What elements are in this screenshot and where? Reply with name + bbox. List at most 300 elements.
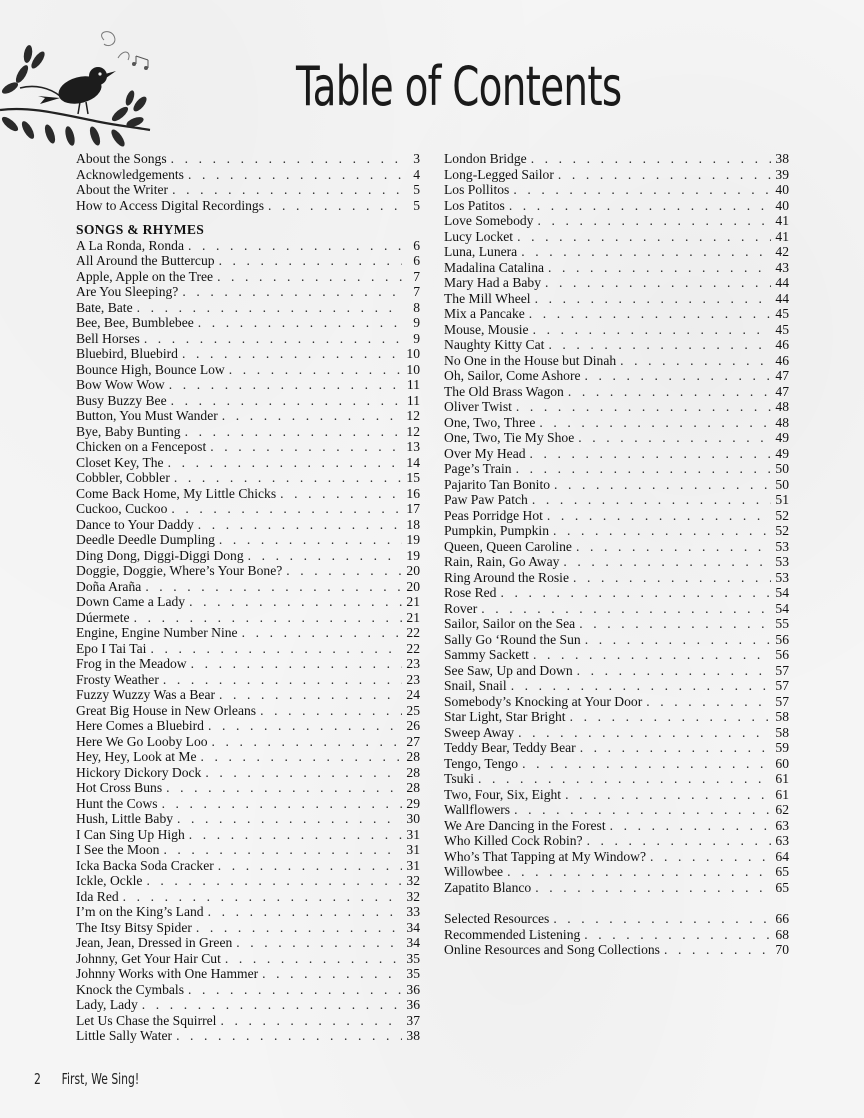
entry-page-number: 8 [413, 299, 420, 315]
entry-title: Sammy Sackett [444, 647, 529, 662]
dot-leader [537, 213, 771, 229]
toc-entry [76, 393, 420, 409]
entry-page-number: 65 [775, 879, 789, 895]
entry-page-number: 40 [775, 182, 789, 197]
dot-leader [262, 966, 402, 982]
section-heading: SONGS & RHYMES [76, 222, 205, 237]
entry-page-number: 21 [406, 594, 420, 609]
dot-leader [548, 337, 771, 353]
toc-entry [76, 951, 420, 967]
entry-page-number: 40 [775, 197, 789, 213]
toc-entry [444, 570, 789, 586]
toc-entry [444, 632, 789, 648]
dot-leader [535, 291, 771, 307]
dot-leader [169, 377, 402, 393]
entry-page-number: 34 [406, 935, 420, 950]
toc-entry [444, 849, 789, 865]
toc-entry [76, 579, 420, 595]
toc-entry [76, 455, 420, 471]
toc-entry [76, 408, 420, 424]
dot-leader [188, 238, 402, 254]
toc-entry [76, 238, 420, 254]
dot-leader [535, 880, 771, 896]
toc-entry [444, 725, 789, 741]
entry-title: Madalina Catalina [444, 259, 545, 275]
entry-title: Naughty Kitty Cat [444, 337, 545, 352]
toc-entry [444, 942, 789, 958]
toc-entry [444, 337, 789, 353]
toc-entry [444, 291, 789, 307]
entry-title: Ring Around the Rosie [444, 569, 569, 585]
entry-title: Lucy Locket [444, 228, 514, 244]
entry-page-number: 60 [775, 755, 789, 771]
entry-page-number: 10 [406, 361, 420, 377]
toc-entry [76, 796, 420, 812]
dot-leader [554, 477, 771, 493]
dot-leader [280, 486, 402, 502]
entry-title: Hickory Dickory Dock [76, 764, 202, 780]
entry-title: Little Sally Water [76, 1028, 173, 1043]
entry-page-number: 37 [406, 1012, 420, 1028]
dot-leader [236, 935, 402, 951]
entry-page-number: 4 [413, 166, 420, 182]
entry-title: Hot Cross Buns [76, 780, 163, 795]
entry-title: Bye, Baby Bunting [76, 423, 181, 439]
page-title: Table of Contents [296, 55, 622, 118]
entry-page-number: 63 [775, 817, 789, 833]
dot-leader [260, 703, 402, 719]
dot-leader [577, 663, 771, 679]
entry-page-number: 19 [406, 547, 420, 563]
entry-title: Wallflowers [444, 802, 511, 817]
dot-leader [162, 796, 402, 812]
entry-title: Somebody’s Knocking at Your Door [444, 693, 643, 709]
dot-leader [210, 439, 402, 455]
entry-page-number: 28 [406, 780, 420, 795]
entry-title: Icka Backa Soda Cracker [76, 857, 214, 873]
toc-entry [444, 756, 789, 772]
entry-title: Mix a Pancake [444, 306, 525, 321]
dot-leader [532, 492, 771, 508]
dot-leader [229, 362, 402, 378]
entry-title: Dance to Your Daddy [76, 516, 194, 532]
entry-page-number: 56 [775, 631, 789, 647]
dot-leader [587, 833, 771, 849]
entry-page-number: 52 [775, 523, 789, 538]
entry-title: Engine, Engine Number Nine [76, 625, 238, 640]
dot-leader [222, 408, 402, 424]
entry-title: Cuckoo, Cuckoo [76, 501, 168, 516]
entry-page-number: 52 [775, 507, 789, 523]
entry-title: Doña Araña [76, 578, 142, 594]
entry-page-number: 63 [775, 833, 789, 848]
toc-entry [76, 687, 420, 703]
entry-page-number: 59 [775, 740, 789, 755]
dot-leader [146, 873, 402, 889]
entry-title: The Itsy Bitsy Spider [76, 919, 192, 935]
entry-title: Los Pollitos [444, 182, 510, 197]
dot-leader [201, 749, 402, 765]
entry-title: Oh, Sailor, Come Ashore [444, 368, 581, 383]
toc-entry [76, 966, 420, 982]
spacer [444, 895, 789, 911]
entry-page-number: 57 [775, 678, 789, 693]
entry-title: See Saw, Up and Down [444, 662, 573, 678]
dot-leader [163, 842, 402, 858]
toc-entry [444, 446, 789, 462]
toc-entry [76, 718, 420, 734]
entry-title: Let Us Chase the Squirrel [76, 1012, 217, 1028]
toc-entry [76, 827, 420, 843]
dot-leader [553, 911, 771, 927]
dot-leader [286, 563, 402, 579]
entry-title: Frosty Weather [76, 671, 159, 687]
toc-entry [444, 306, 789, 322]
entry-page-number: 31 [406, 826, 420, 842]
entry-page-number: 49 [775, 445, 789, 461]
entry-page-number: 30 [406, 811, 420, 826]
dot-leader [507, 864, 771, 880]
entry-page-number: 14 [406, 454, 420, 470]
toc-entry [76, 873, 420, 889]
dot-leader [563, 554, 771, 570]
entry-title: Mouse, Mousie [444, 321, 529, 337]
dot-leader [171, 501, 402, 517]
dot-leader [580, 740, 771, 756]
dot-leader [218, 858, 402, 874]
entry-page-number: 26 [406, 718, 420, 733]
entry-page-number: 61 [775, 786, 789, 802]
entry-title: Chicken on a Fencepost [76, 439, 207, 454]
dot-leader [650, 849, 771, 865]
entry-page-number: 58 [775, 724, 789, 740]
dot-leader [189, 827, 402, 843]
toc-entry [76, 858, 420, 874]
entry-page-number: 6 [413, 253, 420, 268]
toc-entry [76, 749, 420, 765]
entry-page-number: 57 [775, 693, 789, 709]
entry-title: Two, Four, Six, Eight [444, 786, 562, 802]
toc-entry [76, 284, 420, 300]
entry-title: Frog in the Meadow [76, 656, 187, 671]
entry-title: The Mill Wheel [444, 290, 531, 306]
toc-entry [76, 780, 420, 796]
entry-page-number: 54 [775, 585, 789, 600]
dot-leader [134, 610, 402, 626]
toc-entry [76, 641, 420, 657]
toc-entry [444, 198, 789, 214]
songs-list-right [444, 151, 789, 895]
toc-entry [444, 244, 789, 260]
entry-page-number: 34 [406, 919, 420, 935]
entry-title: Star Light, Star Bright [444, 709, 566, 724]
dot-leader [172, 182, 402, 198]
entry-title: Lady, Lady [76, 997, 138, 1012]
entry-page-number: 57 [775, 662, 789, 678]
entry-page-number: 36 [406, 981, 420, 997]
songs-list-left [76, 238, 420, 1044]
toc-entry [76, 269, 420, 285]
entry-title: Tsuki [444, 771, 475, 786]
dot-leader [142, 997, 402, 1013]
toc-entry [444, 322, 789, 338]
entry-title: No One in the House but Dinah [444, 352, 617, 368]
dot-leader [188, 167, 402, 183]
toc-entry [76, 424, 420, 440]
entry-page-number: 41 [775, 228, 789, 244]
entry-page-number: 16 [406, 485, 420, 501]
toc-entry [444, 911, 789, 927]
entry-title: Oliver Twist [444, 399, 512, 414]
entry-page-number: 19 [406, 532, 420, 547]
entry-title: Cobbler, Cobbler [76, 470, 170, 485]
toc-entry [444, 585, 789, 601]
dot-leader [242, 625, 402, 641]
toc-entry [444, 492, 789, 508]
toc-entry [76, 842, 420, 858]
dot-leader [191, 656, 402, 672]
entry-page-number: 32 [406, 873, 420, 888]
toc-entry [444, 275, 789, 291]
dot-leader [533, 322, 771, 338]
toc-entry [76, 167, 420, 183]
entry-title: One, Two, Three [444, 414, 536, 430]
toc-entry [444, 384, 789, 400]
toc-entry [76, 517, 420, 533]
entry-page-number: 44 [775, 290, 789, 306]
toc-entry [76, 625, 420, 641]
toc-entry [444, 818, 789, 834]
toc-entry [444, 678, 789, 694]
toc-entry [444, 864, 789, 880]
entry-title: Are You Sleeping? [76, 284, 179, 299]
entry-title: Peas Porridge Hot [444, 507, 543, 523]
entry-page-number: 24 [406, 687, 420, 702]
entry-title: We Are Dancing in the Forest [444, 817, 606, 833]
toc-entry [76, 182, 420, 198]
toc-entry [76, 811, 420, 827]
entry-page-number: 39 [775, 166, 789, 182]
dot-leader [565, 787, 771, 803]
entry-page-number: 49 [775, 430, 789, 445]
entry-title: Page’s Train [444, 461, 512, 476]
dot-leader [176, 1028, 402, 1044]
dot-leader [576, 539, 771, 555]
entry-title: All Around the Buttercup [76, 253, 215, 268]
dot-leader [220, 1013, 402, 1029]
toc-entry [76, 346, 420, 362]
entry-page-number: 36 [406, 997, 420, 1012]
entry-title: Busy Buzzy Bee [76, 392, 167, 408]
toc-entry [76, 253, 420, 269]
toc-entry [444, 430, 789, 446]
toc-entry [444, 616, 789, 632]
toc-entry [76, 734, 420, 750]
dot-leader [573, 570, 771, 586]
dot-leader [521, 244, 771, 260]
entry-title: Johnny, Get Your Hair Cut [76, 950, 221, 966]
entry-page-number: 42 [775, 244, 789, 259]
entry-title: Hunt the Cows [76, 795, 158, 811]
toc-entry [76, 889, 420, 905]
entry-title: Deedle Deedle Dumpling [76, 532, 215, 547]
dot-leader [185, 424, 402, 440]
dot-leader [145, 579, 402, 595]
entry-title: I Can Sing Up High [76, 826, 185, 842]
dot-leader [584, 927, 771, 943]
entry-title: Johnny Works with One Hammer [76, 966, 259, 981]
entry-page-number: 22 [406, 625, 420, 640]
toc-entry [444, 647, 789, 663]
entry-title: Luna, Lunera [444, 244, 518, 259]
entry-page-number: 5 [413, 182, 420, 197]
entry-title: A La Ronda, Ronda [76, 237, 184, 253]
toc-entry [76, 703, 420, 719]
dot-leader [610, 818, 771, 834]
dot-leader [545, 275, 771, 291]
toc-entry [76, 486, 420, 502]
entry-title: Rose Red [444, 585, 497, 600]
toc-entry [76, 501, 420, 517]
entry-title: London Bridge [444, 151, 527, 166]
entry-page-number: 5 [413, 197, 420, 213]
entry-title: About the Songs [76, 151, 167, 166]
dot-leader [585, 368, 771, 384]
entry-page-number: 18 [406, 516, 420, 532]
entry-page-number: 54 [775, 600, 789, 616]
dot-leader [248, 548, 402, 564]
toc-entry [76, 563, 420, 579]
toc-entry [444, 523, 789, 539]
entry-page-number: 50 [775, 461, 789, 476]
dot-leader [219, 253, 402, 269]
entry-page-number: 66 [775, 911, 789, 926]
dot-leader [511, 678, 771, 694]
entry-page-number: 27 [406, 733, 420, 749]
entry-title: Sweep Away [444, 724, 515, 740]
entry-title: Online Resources and Song Collections [444, 942, 660, 957]
dot-leader [198, 517, 402, 533]
entry-page-number: 41 [775, 213, 789, 228]
entry-title: Ida Red [76, 888, 119, 904]
entry-page-number: 7 [413, 284, 420, 299]
toc-entry [444, 694, 789, 710]
dot-leader [579, 616, 771, 632]
toc-entry [444, 353, 789, 369]
dot-leader [516, 399, 771, 415]
dot-leader [268, 198, 402, 214]
entry-title: Jean, Jean, Dressed in Green [76, 935, 233, 950]
entry-title: Acknowledgements [76, 166, 184, 182]
dot-leader [217, 269, 402, 285]
dot-leader [664, 942, 771, 958]
dot-leader [578, 430, 771, 446]
entry-page-number: 53 [775, 538, 789, 554]
toc-entry [76, 151, 420, 167]
entry-page-number: 35 [406, 966, 420, 981]
entry-page-number: 65 [775, 864, 789, 879]
toc-entry [444, 260, 789, 276]
entry-page-number: 46 [775, 337, 789, 352]
toc-entry [76, 1013, 420, 1029]
toc-entry [444, 461, 789, 477]
toc-entry [76, 532, 420, 548]
dot-leader [558, 167, 771, 183]
toc-entry [76, 920, 420, 936]
dot-leader [509, 198, 771, 214]
entry-page-number: 33 [406, 904, 420, 919]
entry-title: Queen, Queen Caroline [444, 538, 572, 554]
entry-page-number: 44 [775, 275, 789, 290]
entry-title: Great Big House in New Orleans [76, 702, 257, 718]
dot-leader [522, 756, 771, 772]
entry-title: Down Came a Lady [76, 594, 186, 609]
toc-entry [76, 300, 420, 316]
entry-title: Bate, Bate [76, 299, 133, 315]
entry-page-number: 9 [413, 315, 420, 330]
entry-page-number: 45 [775, 321, 789, 337]
entry-page-number: 20 [406, 563, 420, 578]
toc-entry [76, 904, 420, 920]
dot-leader [646, 694, 771, 710]
entry-page-number: 53 [775, 569, 789, 585]
dot-leader [516, 461, 771, 477]
entry-page-number: 38 [775, 151, 789, 166]
entry-title: The Old Brass Wagon [444, 383, 564, 399]
entry-page-number: 45 [775, 306, 789, 321]
dot-leader [163, 672, 402, 688]
entry-page-number: 23 [406, 671, 420, 687]
toc-entry [76, 765, 420, 781]
entry-page-number: 43 [775, 259, 789, 275]
entry-page-number: 61 [775, 771, 789, 786]
entry-title: I See the Moon [76, 842, 160, 857]
entry-title: Tengo, Tengo [444, 755, 519, 771]
toc-entry [444, 151, 789, 167]
entry-page-number: 64 [775, 848, 789, 864]
toc-entry [444, 802, 789, 818]
toc-entry [444, 167, 789, 183]
toc-entry [444, 787, 789, 803]
toc-entry [444, 477, 789, 493]
toc-entry [76, 672, 420, 688]
entry-title: Bow Wow Wow [76, 377, 165, 392]
dot-leader [620, 353, 771, 369]
entry-page-number: 28 [406, 749, 420, 764]
toc-entry [76, 1028, 420, 1044]
entry-title: Who’s That Tapping at My Window? [444, 848, 647, 864]
entry-page-number: 7 [413, 268, 420, 284]
entry-title: Pajarito Tan Bonito [444, 476, 551, 492]
entry-title: I’m on the King’s Land [76, 904, 204, 919]
entry-page-number: 12 [406, 408, 420, 423]
toc-entry [76, 315, 420, 331]
entry-title: Teddy Bear, Teddy Bear [444, 740, 576, 755]
entry-title: Paw Paw Patch [444, 492, 528, 507]
entry-page-number: 31 [406, 857, 420, 873]
entry-page-number: 48 [775, 414, 789, 430]
entry-page-number: 11 [406, 392, 420, 408]
dot-leader [144, 331, 402, 347]
toc-entry [76, 331, 420, 347]
entry-page-number: 12 [406, 423, 420, 439]
entry-title: Knock the Cymbals [76, 981, 184, 997]
toc-entry [444, 399, 789, 415]
toc-entry [444, 833, 789, 849]
entry-title: Zapatito Blanco [444, 879, 532, 895]
dot-leader [514, 802, 771, 818]
toc-entry [444, 709, 789, 725]
